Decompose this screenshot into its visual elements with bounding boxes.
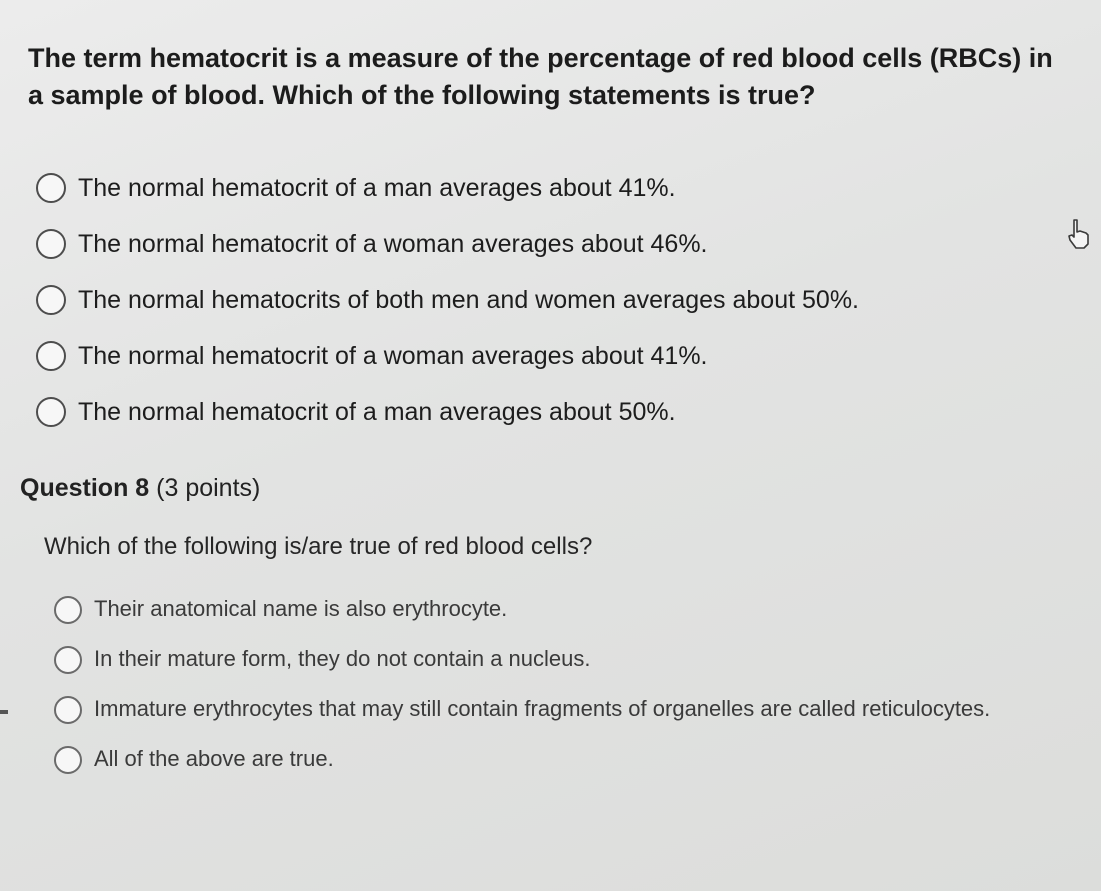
q8-option-4[interactable] [54, 744, 1014, 774]
question-8-title: Question 8 [20, 474, 150, 502]
question-8-points: (3 points) [156, 474, 261, 502]
q7-option-5[interactable] [36, 384, 859, 440]
q8-option-label[interactable]: All of the above are true. [94, 746, 334, 771]
question-7-prompt: The term hematocrit is a measure of the percentage of red blood cells (RBCs) in a sample of blood. Which of the following statements is true? [28, 43, 1053, 110]
q7-option-label[interactable]: The normal hematocrit of a man averages about 41%. [78, 173, 676, 202]
q7-option-label[interactable]: The normal hematocrit of a woman averages about 41%. [78, 341, 708, 370]
radio-circle-icon[interactable] [54, 596, 82, 624]
radio-circle-icon[interactable] [54, 646, 82, 674]
question-8-options [54, 594, 1014, 794]
q8-option-1[interactable] [54, 594, 1014, 624]
radio-circle-icon[interactable] [54, 696, 82, 724]
radio-circle-icon[interactable] [36, 397, 66, 427]
radio-circle-icon[interactable] [36, 229, 66, 259]
radio-circle-icon[interactable] [36, 173, 66, 203]
q7-option-label[interactable]: The normal hematocrits of both men and women averages about 50%. [78, 285, 859, 314]
q7-option-2[interactable] [36, 216, 859, 272]
edge-mark [0, 710, 8, 714]
hand-pointer-icon [1066, 218, 1092, 250]
q7-option-3[interactable] [36, 272, 859, 328]
question-7-options [36, 160, 859, 440]
radio-circle-icon[interactable] [54, 746, 82, 774]
q7-option-1[interactable] [36, 160, 859, 216]
q7-option-label[interactable]: The normal hematocrit of a man averages about 50%. [78, 397, 676, 426]
q8-option-3[interactable] [54, 694, 1014, 724]
q8-option-label[interactable]: Their anatomical name is also erythrocyte. [94, 596, 508, 621]
q8-option-label[interactable]: Immature erythrocytes that may still contain fragments of organelles are called reticulocytes. [94, 696, 991, 721]
radio-circle-icon[interactable] [36, 341, 66, 371]
q8-option-label[interactable]: In their mature form, they do not contain a nucleus. [94, 646, 591, 671]
radio-circle-icon[interactable] [36, 285, 66, 315]
q8-option-2[interactable] [54, 644, 1014, 674]
q7-option-4[interactable] [36, 328, 859, 384]
q7-option-label[interactable]: The normal hematocrit of a woman averages about 46%. [78, 229, 708, 258]
question-8-header [20, 474, 260, 503]
question-8-prompt: Which of the following is/are true of red blood cells? [44, 533, 593, 560]
